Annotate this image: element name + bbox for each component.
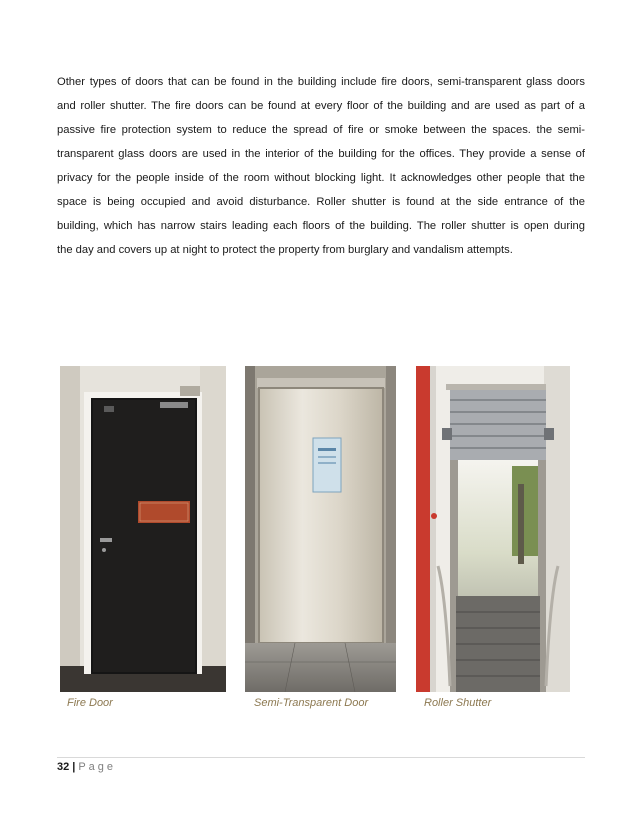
body-line: and roller shutter. The fire doors can be found at every floor of the building and are used as part of a (57, 100, 585, 112)
body-line: Other types of doors that can be found in the building include fire doors, semi-transparent glass doors (57, 76, 585, 88)
body-line: transparent glass doors are used in the interior of the building for the offices. They provide a sense of (57, 148, 585, 160)
footer-divider (57, 757, 585, 758)
page-footer (57, 761, 116, 773)
body-paragraph (57, 70, 585, 262)
glass-door-photo (245, 366, 396, 692)
roller-shutter-caption: Roller Shutter (424, 697, 492, 709)
body-line: space is being occupied and avoid disturbance. Roller shutter is found at the side entrance of the (57, 196, 585, 208)
fire-door-caption: Fire Door (67, 697, 113, 709)
roller-shutter-photo (416, 366, 570, 692)
body-line: privacy for the people inside of the room without blocking light. It acknowledges other people that the (57, 172, 585, 184)
body-line: passive fire protection system to reduce the spread of fire or smoke between the spaces. the semi- (57, 124, 585, 136)
body-line: the day and covers up at night to protect the property from burglary and vandalism attempts. (57, 244, 513, 256)
page-number: 32 (57, 761, 70, 773)
page-label: Page (78, 761, 117, 773)
glass-door-caption: Semi-Transparent Door (254, 697, 369, 709)
footer-separator: | (72, 761, 76, 773)
fire-door-photo (60, 366, 226, 692)
body-line: building, which has narrow stairs leading each floors of the building. The roller shutter is open during (57, 220, 585, 232)
